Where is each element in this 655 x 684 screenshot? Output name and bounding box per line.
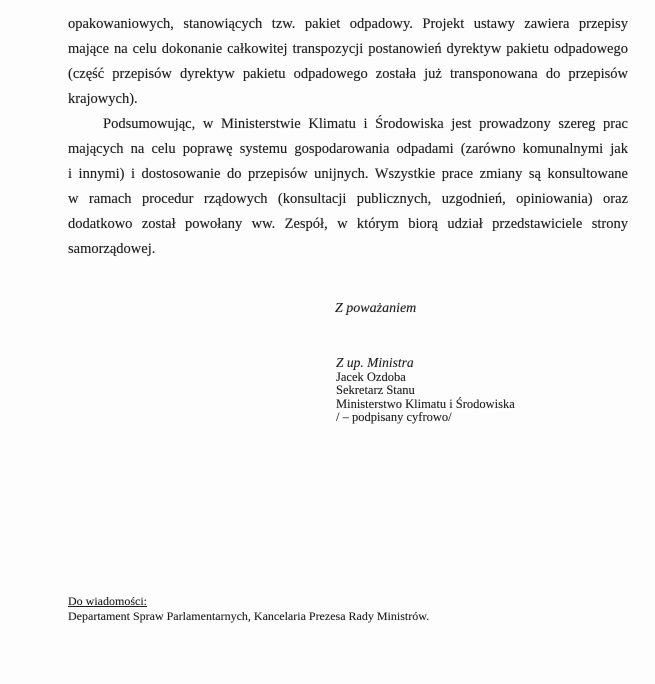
cc-label: Do wiadomości: — [68, 594, 147, 608]
paragraph-line: opakowaniowych, stanowiących tzw. pakiet odpadowy. Projekt ustawy zawiera przepisy — [68, 16, 628, 32]
paragraph-line: mające na celu dokonanie całkowitej transpozycji postanowień dyrektyw pakietu odpadowego — [68, 41, 628, 57]
cc-recipients: Departament Spraw Parlamentarnych, Kancelaria Prezesa Rady Ministrów. — [68, 608, 430, 623]
paragraph-line: Podsumowując, w Ministerstwie Klimatu i Środowiska jest prowadzony szereg prac — [103, 116, 628, 132]
signatory-name: Jacek Ozdoba — [336, 369, 406, 384]
paragraph-1 — [68, 12, 628, 112]
paragraph-line: w ramach procedur rządowych (konsultacji publicznych, uzgodnień, opiniowania) oraz — [68, 191, 628, 207]
signatory-organization: Ministerstwo Klimatu i Środowiska — [336, 396, 515, 411]
paragraph-line: dodatkowo został powołany ww. Zespół, w którym biorą udział przedstawiciele strony — [68, 216, 628, 232]
paragraph-2 — [68, 112, 628, 262]
signature-block — [336, 356, 515, 425]
cc-section — [68, 594, 429, 623]
paragraph-line: krajowych). — [68, 91, 138, 107]
paragraph-line: samorządowej. — [68, 241, 156, 257]
closing-salutation: Z poważaniem — [335, 301, 417, 316]
signatory-title: Sekretarz Stanu — [336, 383, 415, 398]
letter-body — [68, 12, 628, 262]
paragraph-line: mających na celu poprawę systemu gospodarowania odpadami (zarówno komunalnymi jak — [68, 141, 628, 157]
digital-signature-note: / – podpisany cyfrowo/ — [336, 410, 452, 425]
paragraph-line: (część przepisów dyrektyw pakietu odpadowego została już transponowana do przepisów — [68, 66, 628, 82]
paragraph-line: i innymi) i dostosowanie do przepisów unijnych. Wszystkie prace zmiany są konsultowane — [68, 166, 628, 182]
signature-authority: Z up. Ministra — [336, 355, 414, 370]
